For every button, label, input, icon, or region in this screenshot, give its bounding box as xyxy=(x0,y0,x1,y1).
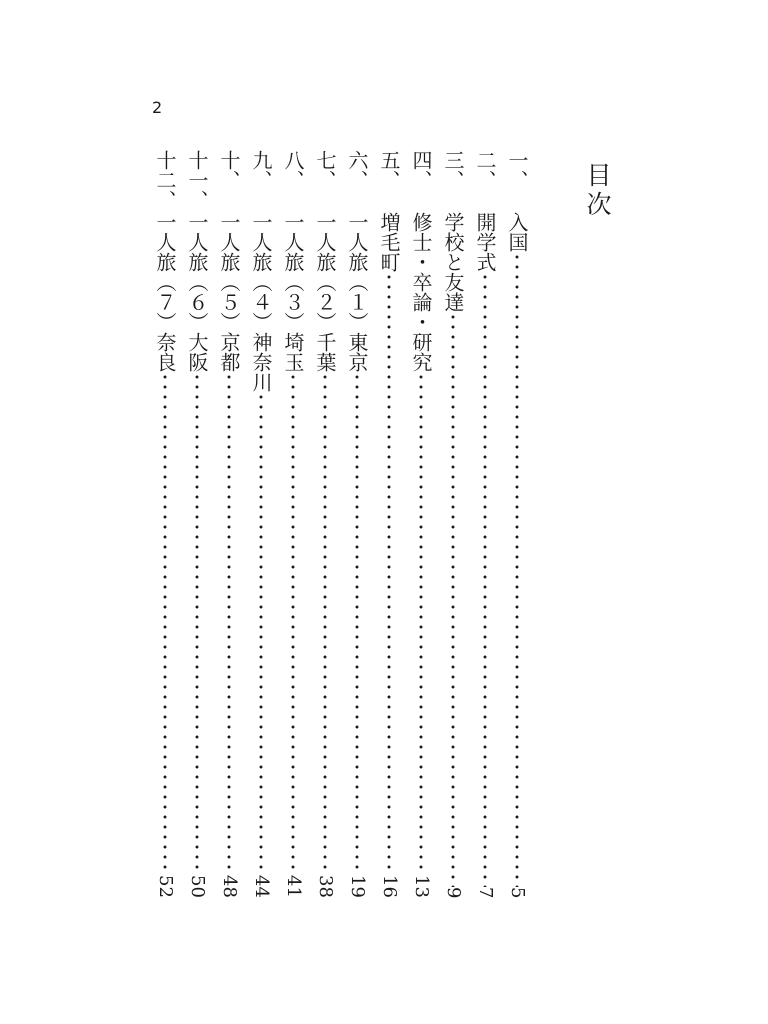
dot-leader xyxy=(441,312,465,887)
toc-entry-label: 開学式 xyxy=(473,212,497,272)
toc-entry-label: 入国 xyxy=(505,212,529,252)
toc-entry-number: 四、 xyxy=(409,150,433,190)
toc-entry-11 xyxy=(182,150,212,898)
toc-entry-label: 修士・卒論・研究 xyxy=(409,212,433,372)
dot-leader xyxy=(249,392,273,875)
toc-entry-3 xyxy=(438,150,468,898)
dot-leader xyxy=(505,252,529,887)
dot-leader xyxy=(473,272,497,887)
page-number: 2 xyxy=(152,98,163,117)
toc-entry-page: 38 xyxy=(315,875,336,898)
toc-entry-number: 十、 xyxy=(217,150,241,190)
toc-entry-page: 48 xyxy=(219,875,240,898)
toc-entry-page: 44 xyxy=(251,875,272,898)
toc-entry-page: 13 xyxy=(411,875,432,898)
dot-leader xyxy=(153,372,177,875)
toc-entry-label: 一人旅（７）奈良 xyxy=(153,212,177,372)
toc-entry-9 xyxy=(246,150,276,898)
dot-leader xyxy=(313,372,337,875)
dot-leader xyxy=(345,372,369,875)
toc-entry-12 xyxy=(150,150,180,898)
toc-entry-number: 一、 xyxy=(505,150,529,190)
toc-entry-4 xyxy=(406,150,436,898)
toc-entry-page: 5 xyxy=(507,886,528,898)
toc-entry-6 xyxy=(342,150,372,898)
toc-entry-page: 19 xyxy=(347,875,368,898)
toc-entry-label: 一人旅（５）京都 xyxy=(217,212,241,372)
toc-entry-page: 52 xyxy=(155,875,176,898)
dot-leader xyxy=(281,372,305,875)
toc-entry-page: 41 xyxy=(283,875,304,898)
toc-entry-label: 学校と友達 xyxy=(441,212,465,312)
toc-entry-label: 一人旅（１）東京 xyxy=(345,212,369,372)
toc-entry-number: 七、 xyxy=(313,150,337,190)
toc-entry-number: 五、 xyxy=(377,150,401,190)
toc-title: 目次 xyxy=(583,162,612,220)
toc-entry-label: 一人旅（６）大阪 xyxy=(185,212,209,372)
toc-entry-page: 50 xyxy=(187,875,208,898)
toc-entry-label: 一人旅（２）千葉 xyxy=(313,212,337,372)
toc-entry-number: 三、 xyxy=(441,150,465,190)
dot-leader xyxy=(185,372,209,875)
dot-leader xyxy=(409,372,433,875)
toc-entry-number: 十一、 xyxy=(185,150,209,210)
toc-entry-10 xyxy=(214,150,244,898)
toc-entry-2 xyxy=(470,150,500,898)
dot-leader xyxy=(377,272,401,875)
toc-entry-1 xyxy=(502,150,532,898)
toc-entry-number: 二、 xyxy=(473,150,497,190)
toc-entry-page: 16 xyxy=(379,875,400,898)
toc-entry-label: 増毛町 xyxy=(377,212,401,272)
toc-entry-page: 9 xyxy=(443,886,464,898)
toc-entry-number: 十二、 xyxy=(153,150,177,210)
dot-leader xyxy=(217,372,241,875)
toc-entry-5 xyxy=(374,150,404,898)
toc-entry-label: 一人旅（４）神奈川 xyxy=(249,212,273,392)
toc-entry-number: 六、 xyxy=(345,150,369,190)
toc-entry-number: 九、 xyxy=(249,150,273,190)
toc-entry-label: 一人旅（３）埼玉 xyxy=(281,212,305,372)
toc-entry-page: 7 xyxy=(475,886,496,898)
toc-entry-8 xyxy=(278,150,308,898)
toc-entry-number: 八、 xyxy=(281,150,305,190)
toc-entry-7 xyxy=(310,150,340,898)
